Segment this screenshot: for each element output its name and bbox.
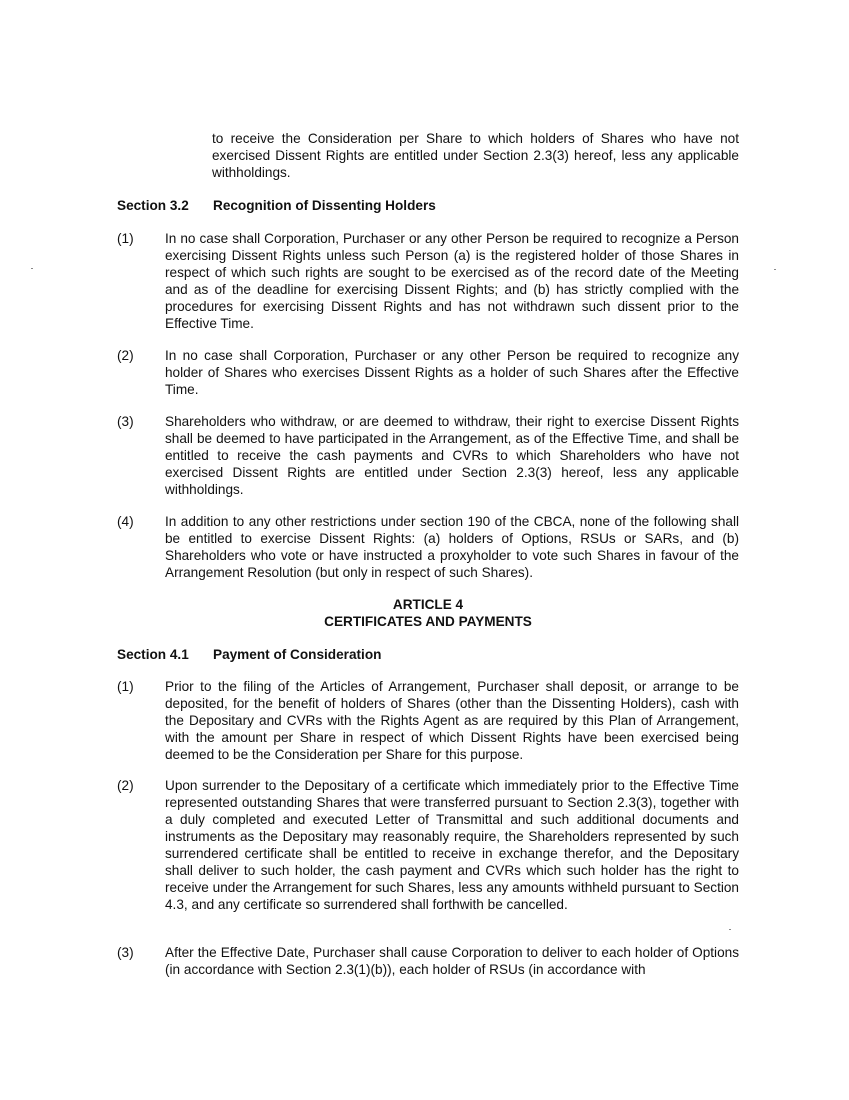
item-text: In no case shall Corporation, Purchaser or any other Person be required to recognize any holder of Shares who exercises Dissent Rights as a holder of such Shares after the Effective Time. [165,348,739,397]
section-title: Payment of Consideration [213,647,382,662]
item-text: Prior to the filing of the Articles of Arrangement, Purchaser shall deposit, or arrange to be deposited, for the benefit of holders of Shares (other than the Dissenting Holders), cash with the Depositary and CVRs with the Rights Agent as are required by this Plan of Arrangement, with the amount per Share in respect of which Dissent Rights have been exercised being deemed to be the Consideration per Share for this purpose. [165,679,739,762]
item-text: In no case shall Corporation, Purchaser or any other Person be required to recognize a Person exercising Dissent Rights unless such Person (a) is the registered holder of those Shares in respect of which such rights are sought to be exercised as of the record date of the Meeting and as of the deadline for exercising Dissent Rights; and (b) has strictly complied with the procedures for exercising Dissent Rights and has not withdrawn such dissent prior to the Effective Time. [165,231,739,331]
item-number: (4) [117,514,134,529]
scan-speck [729,929,731,930]
section-3-2-heading [117,197,436,214]
section-title: Recognition of Dissenting Holders [213,198,436,213]
scan-speck [31,268,33,269]
item-number: (1) [117,679,134,694]
article-title: CERTIFICATES AND PAYMENTS [324,614,532,629]
item-number: (3) [117,414,134,429]
item-text: After the Effective Date, Purchaser shall cause Corporation to deliver to each holder of Options (in accordance with Section 2.3(1)(b)), each holder of RSUs (in accordance with [165,945,739,977]
section-4-1-heading [117,646,381,663]
item-number: (2) [117,348,134,363]
section-number: Section 4.1 [117,647,189,662]
article-number: ARTICLE 4 [392,597,464,612]
item-number: (2) [117,778,134,793]
item-text: In addition to any other restrictions under section 190 of the CBCA, none of the following shall be entitled to exercise Dissent Rights: (a) holders of Options, RSUs or SARs, and (b) Shareholders who vote or have instructed a proxyholder to vote such Shares in favour of the Arrangement Resolution (but only in respect of such Shares). [165,514,739,580]
continuation-paragraph: to receive the Consideration per Share to which holders of Shares who have not exercised Dissent Rights are entitled under Section 2.3(3) hereof, less any applicable withholdings. [212,131,739,180]
item-number: (3) [117,945,134,960]
item-text: Upon surrender to the Depositary of a certificate which immediately prior to the Effective Time represented outstanding Shares that were transferred pursuant to Section 2.3(3), together with a duly completed and executed Letter of Transmittal and such additional documents and instruments as the Depositary may reasonably require, the Shareholders represented by such surrendered certificate shall be entitled to receive in exchange therefor, and the Depositary shall deliver to such holder, the cash payment and CVRs which such holder has the right to receive under the Arrangement for such Shares, less any amounts withheld pursuant to Section 4.3, and any certificate so surrendered shall forthwith be cancelled. [165,778,739,912]
item-number: (1) [117,231,134,246]
section-number: Section 3.2 [117,198,189,213]
item-text: Shareholders who withdraw, or are deemed to withdraw, their right to exercise Dissent Rights shall be deemed to have participated in the Arrangement, as of the Effective Time, and shall be entitled to receive the cash payments and CVRs to which Shareholders who have not exercised Dissent Rights are entitled under Section 2.3(3) hereof, less any applicable withholdings. [165,414,739,497]
scan-speck [774,269,776,270]
